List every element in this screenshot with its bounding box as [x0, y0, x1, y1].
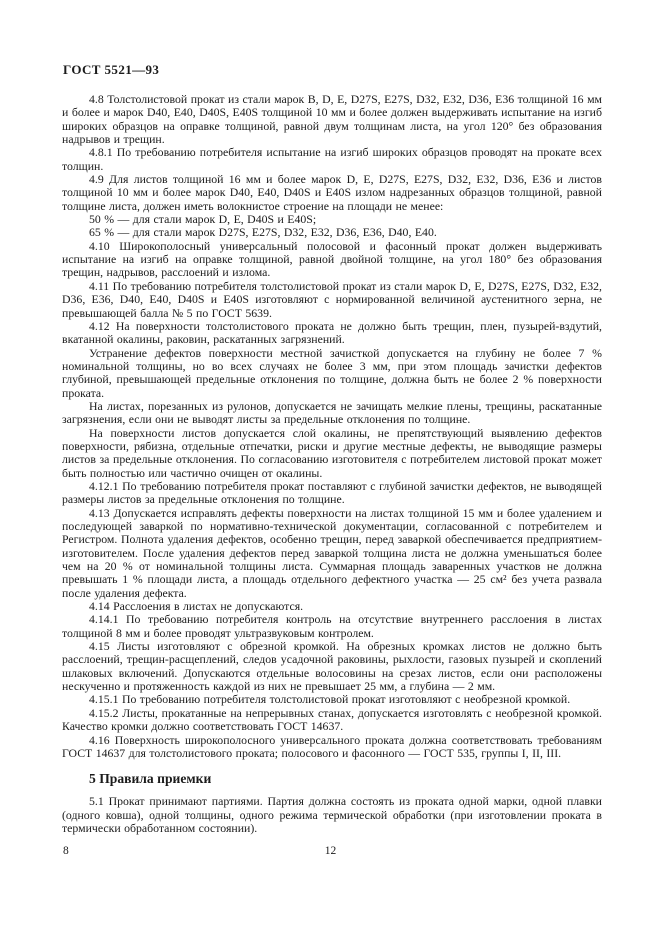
paragraph: 4.14.1 По требованию потребителя контроль на отсутствие внутреннего расслоения в листах толщиной 8 мм и более проводят ультразвуковым контролем. — [62, 612, 602, 640]
paragraph: На поверхности листов допускается слой окалины, не препятствующий выявлению дефектов поверхности, рябизна, отдельные отпечатки, риски и другие местные дефекты, не выводящие размеры листов за предельные отклонения. По согласованию изготовителя с потребителем листовой прокат может быть полностью или частично очищен от окалины. — [62, 425, 602, 480]
paragraph: 4.13 Допускается исправлять дефекты поверхности на листах толщиной 15 мм и более удалением и последующей заваркой по нормативно-технической документации, согласованной с потребителем и Регистром. Полнота удаления дефектов, особенно трещин, перед заваркой обеспечивается предприятием-изготовителем. После удаления дефектов перед заваркой толщина листа не должна уменьшаться более чем на 20 % от номинальной толщины листа. Суммарная площадь заваренных участков не должна превышать 1 % площади листа, а площадь отдельного дефектного участка — 25 см² без учета развала после удаления дефекта. — [62, 505, 602, 600]
paragraph: 4.8 Толстолистовой прокат из стали марок B, D, E, D27S, E27S, D32, E32, D36, E36 толщиной 16 мм и более и марок D40, E40, D40S, E40S толщиной 10 мм и более должен выдерживать испытание на изгиб широких образцов на оправке толщиной, равной двум толщинам листа, на угол 120° без образования надрывов и трещин. — [62, 92, 602, 147]
paragraph: 50 % — для стали марок D, E, D40S и E40S; — [89, 212, 317, 227]
paragraph: 65 % — для стали марок D27S, E27S, D32, E32, D36, E36, D40, E40. — [89, 225, 437, 240]
paragraph: 4.12 На поверхности толстолистового проката не должно быть трещин, плен, пузырей-вздутий, вкатанной окалины, раковин, раскатанных загрязнений. — [62, 318, 602, 347]
paragraph: Устранение дефектов поверхности местной зачисткой допускается на глубину не более 7 % номинальной толщины, но во всех случаях не более 3 мм, при этом площадь зачистки дефектов глубиной, превышающей предельные отклонения по толщине, должна быть не более 2 % поверхности проката. — [62, 345, 602, 400]
paragraph: 4.12.1 По требованию потребителя прокат поставляют с глубиной зачистки дефектов, не выводящей размеры листов за предельные отклонения по толщине. — [62, 478, 602, 507]
document-body — [62, 93, 602, 835]
paragraph: На листах, порезанных из рулонов, допускается не зачищать мелкие плены, трещины, раскатанные загрязнения, если они не выводят листы за предельные отклонения по толщине. — [62, 398, 602, 427]
paragraph: 4.9 Для листов толщиной 16 мм и более марок D, E, D27S, E27S, D32, E32, D36, E36 и листов толщиной 10 мм и более марок D40, E40, D40S и E40S излом надрезанных образцов толщиной, равной толщине листа, должен иметь волокнистое строение на площади не менее: — [62, 172, 602, 213]
paragraph: 4.10 Широкополосный универсальный полосовой и фасонный прокат должен выдерживать испытание на изгиб на оправке толщиной, равной двойной толщине, на угол 180° без образования трещин, надрывов, расслоений и излома. — [62, 238, 602, 280]
page-number-left: 8 — [63, 845, 69, 857]
standard-number: ГОСТ 5521—93 — [63, 62, 160, 77]
section-heading: 5 Правила приемки — [89, 771, 212, 787]
paragraph: 4.15.2 Листы, прокатанные на непрерывных станах, допускается изготовлять с необрезной кромкой. Качество кромки должно соответствовать ГОСТ 14637. — [62, 705, 602, 734]
paragraph: 4.8.1 По требованию потребителя испытание на изгиб широких образцов проводят на прокате всех толщин. — [62, 145, 602, 173]
paragraph: 4.15.1 По требованию потребителя толстолистовой прокат изготовляют с необрезной кромкой. — [89, 692, 571, 707]
paragraph: 4.15 Листы изготовляют с обрезной кромкой. На обрезных кромках листов не должно быть расслоений, трещин-расщеплений, следов усадочной раковины, рыхлости, газовых пузырей и скоплений шлаковых включений. Допускаются отдельные волосовины на срезах листов, если они расположены нескученно и протяженность каждой из них не превышает 25 мм, а глубина — 2 мм. — [62, 639, 602, 694]
page-number-center: 12 — [324, 845, 337, 857]
paragraph: 5.1 Прокат принимают партиями. Партия должна состоять из проката одной марки, одной плавки (одного ковша), одной толщины, одного режима термической обработки (при изготовлении проката в термически обработанном состоянии). — [62, 794, 602, 835]
paragraph: 4.14 Расслоения в листах не допускаются. — [89, 599, 304, 614]
paragraph: 4.11 По требованию потребителя толстолистовой прокат из стали марок D, E, D27S, E27S, D32, E32, D36, E36, D40, E40, D40S и E40S изготовляют с нормированной величиной аустенитного зерна, не превышающей балла № 5 по ГОСТ 5639. — [62, 278, 602, 320]
paragraph: 4.16 Поверхность широкополосного универсального проката должна соответствовать требованиям ГОСТ 14637 для толстолистового проката; полосового и фасонного — ГОСТ 535, группы I, II, III. — [62, 732, 602, 760]
